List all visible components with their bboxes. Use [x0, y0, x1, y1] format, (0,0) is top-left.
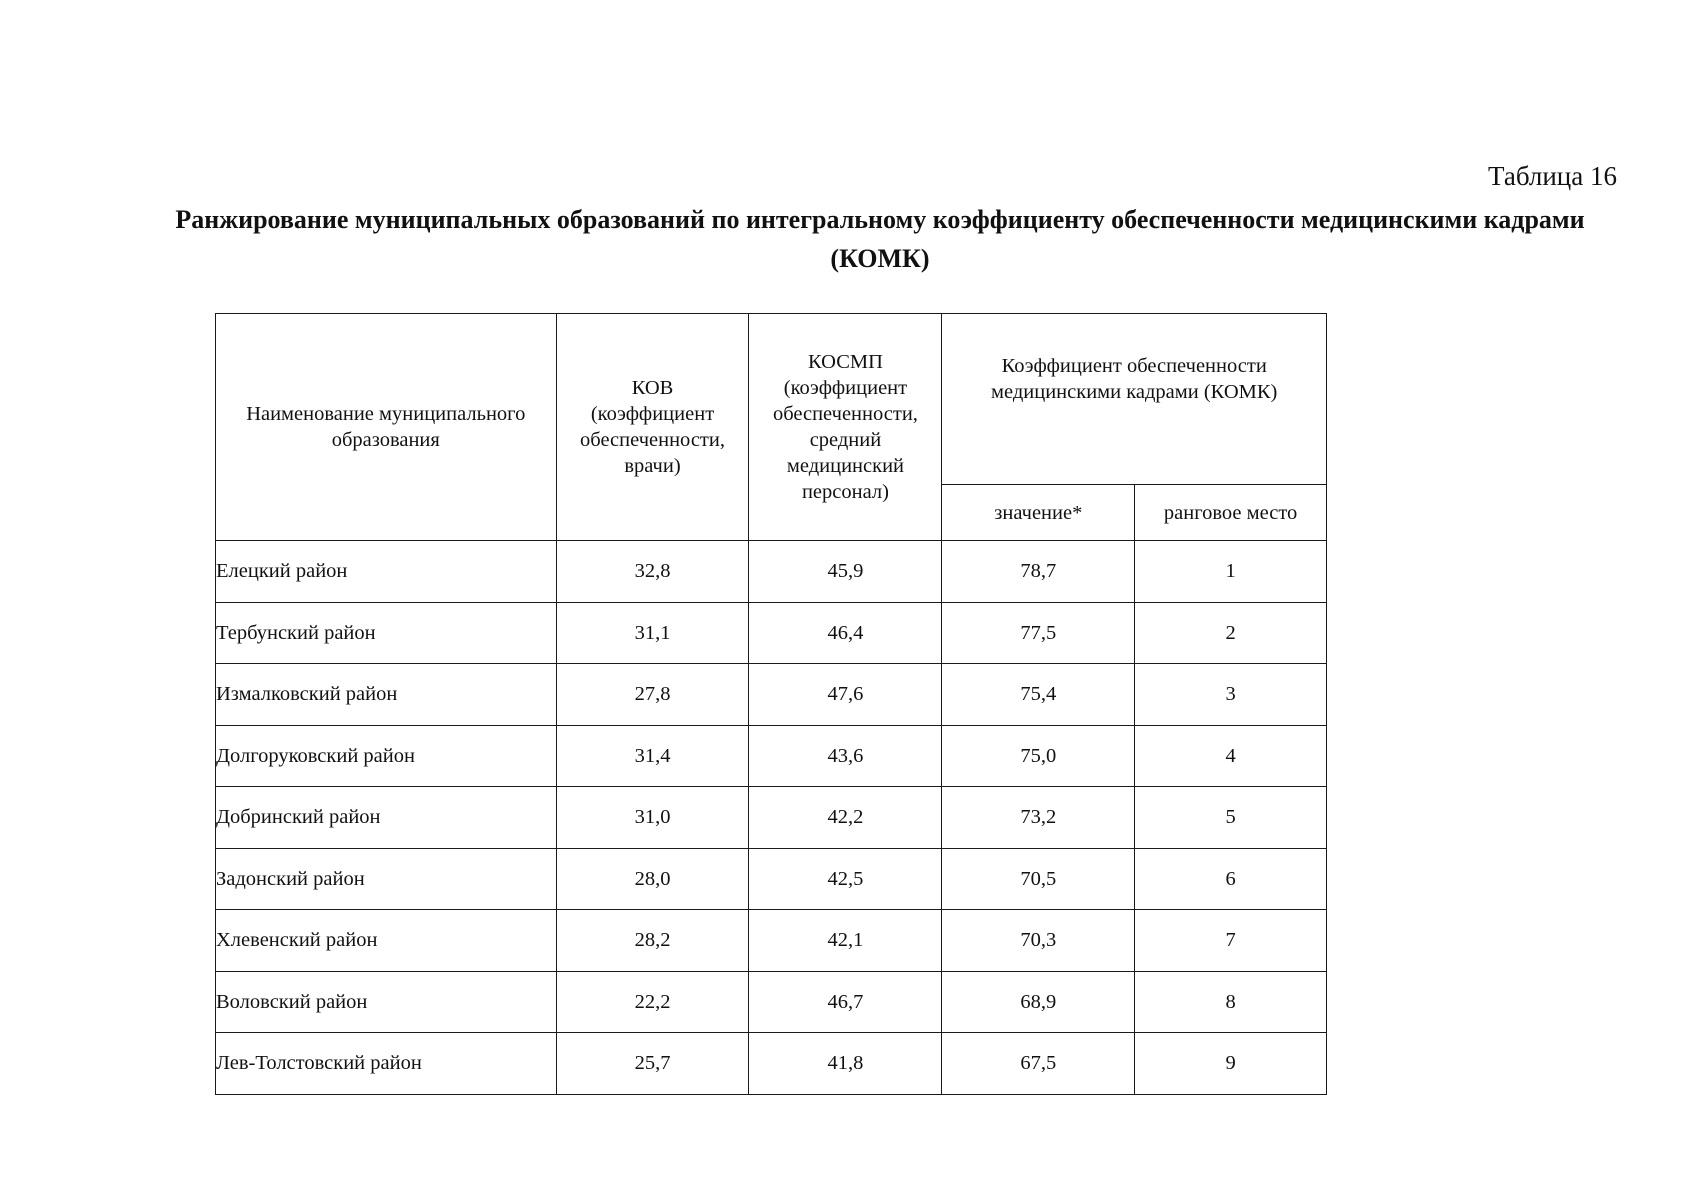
municipality-name: Долгоруковский район — [216, 725, 557, 787]
header-rank — [1135, 485, 1327, 541]
rank-value: 2 — [1135, 602, 1327, 664]
kov-value: 28,2 — [556, 910, 749, 972]
municipality-name: Тербунский район — [216, 602, 557, 664]
municipality-name: Задонский район — [216, 848, 557, 910]
kosmp-value: 42,2 — [749, 787, 942, 849]
kosmp-value: 41,8 — [749, 1033, 942, 1095]
municipality-name: Лев-Толстовский район — [216, 1033, 557, 1095]
komk-value: 70,3 — [942, 910, 1135, 972]
municipality-name: Воловский район — [216, 971, 557, 1033]
rank-value: 5 — [1135, 787, 1327, 849]
kov-value: 25,7 — [556, 1033, 749, 1095]
header-kosmp — [749, 314, 942, 541]
table-row — [216, 1033, 1327, 1095]
kosmp-value: 46,7 — [749, 971, 942, 1033]
municipality-name: Измалковский район — [216, 664, 557, 726]
komk-value: 75,4 — [942, 664, 1135, 726]
kosmp-value: 47,6 — [749, 664, 942, 726]
header-name — [216, 314, 557, 541]
table-row — [216, 664, 1327, 726]
kov-value: 28,0 — [556, 848, 749, 910]
rank-value: 7 — [1135, 910, 1327, 972]
header-value — [942, 485, 1135, 541]
municipality-name: Хлевенский район — [216, 910, 557, 972]
municipality-name: Елецкий район — [216, 541, 557, 603]
kosmp-value: 42,5 — [749, 848, 942, 910]
table-row — [216, 541, 1327, 603]
header-kosmp-text: КОСМП (коэффициент обеспеченности, средний медицинский персонал) — [772, 351, 918, 503]
rank-value: 4 — [1135, 725, 1327, 787]
table-row — [216, 910, 1327, 972]
komk-value: 68,9 — [942, 971, 1135, 1033]
rank-value: 6 — [1135, 848, 1327, 910]
kov-value: 31,1 — [556, 602, 749, 664]
rank-value: 1 — [1135, 541, 1327, 603]
table-row — [216, 602, 1327, 664]
komk-value: 75,0 — [942, 725, 1135, 787]
komk-value: 67,5 — [942, 1033, 1135, 1095]
ranking-table — [215, 313, 1327, 1095]
header-komk-text: Коэффициент обеспеченности медицинскими кадрами (КОМК) — [991, 355, 1278, 403]
header-rank-text: ранговое место — [1163, 501, 1298, 524]
kov-value: 31,0 — [556, 787, 749, 849]
kov-value: 22,2 — [556, 971, 749, 1033]
komk-value: 78,7 — [942, 541, 1135, 603]
rank-value: 9 — [1135, 1033, 1327, 1095]
kov-value: 27,8 — [556, 664, 749, 726]
table-row — [216, 971, 1327, 1033]
header-value-text: значение* — [994, 501, 1083, 524]
kosmp-value: 45,9 — [749, 541, 942, 603]
kov-value: 32,8 — [556, 541, 749, 603]
rank-value: 8 — [1135, 971, 1327, 1033]
municipality-name: Добринский район — [216, 787, 557, 849]
rank-value: 3 — [1135, 664, 1327, 726]
komk-value: 73,2 — [942, 787, 1135, 849]
header-name-text: Наименование муниципального образования — [246, 403, 526, 451]
table-row — [216, 787, 1327, 849]
komk-value: 70,5 — [942, 848, 1135, 910]
komk-value: 77,5 — [942, 602, 1135, 664]
kosmp-value: 43,6 — [749, 725, 942, 787]
table-body — [216, 541, 1327, 1095]
table-row — [216, 725, 1327, 787]
document-title: Ранжирование муниципальных образований по интегральному коэффициенту обеспеченности медицинскими кадрами (КОМК) — [175, 205, 1585, 273]
table-header — [216, 314, 1327, 541]
kov-value: 31,4 — [556, 725, 749, 787]
header-kov — [556, 314, 749, 541]
kosmp-value: 42,1 — [749, 910, 942, 972]
table-row — [216, 848, 1327, 910]
header-komk — [942, 314, 1327, 485]
header-kov-text: КОВ (коэффициент обеспеченности, врачи) — [580, 377, 725, 477]
kosmp-value: 46,4 — [749, 602, 942, 664]
table-number: Таблица 16 — [1488, 161, 1617, 191]
header-row — [216, 314, 1327, 485]
